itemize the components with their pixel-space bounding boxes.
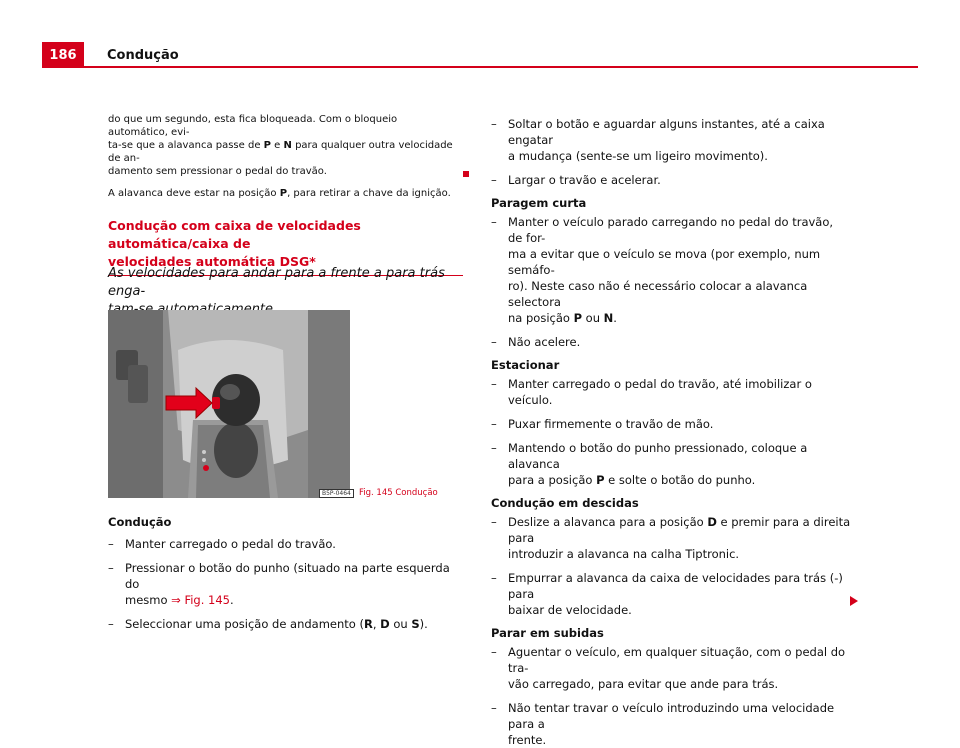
list-item: – Pressionar o botão do punho (situado na parte esquerda do mesmo ⇒ Fig. 145. xyxy=(108,561,450,607)
list-item: – Deslize a alavanca para a posição D e premir para a direita para introduzir a alavanca na calha Tiptronic. xyxy=(491,515,851,561)
list-item: – Manter carregado o pedal do travão, até imobilizar o veículo. xyxy=(491,377,812,407)
section-heading: Paragem curta xyxy=(491,196,587,210)
end-marker-icon xyxy=(463,171,469,177)
figure-reference-link[interactable]: ⇒ Fig. 145 xyxy=(171,593,230,607)
right-column xyxy=(491,116,851,748)
left-intro xyxy=(108,113,458,200)
left-procedure xyxy=(108,515,463,632)
section-heading: Parar em subidas xyxy=(491,626,604,640)
intro-paragraph: do que um segundo, esta fica bloqueada. Com o bloqueio automático, evi- ta-se que a alavanca passe de P e N para qualquer outra velocidade de an- damento sem pressionar o pedal do travão. xyxy=(108,114,453,177)
key-paragraph: A alavanca deve estar na posição P, para retirar a chave da ignição. xyxy=(108,188,451,199)
figure-gear-lever xyxy=(108,310,350,498)
list-item: – Largar o travão e acelerar. xyxy=(491,173,661,187)
figure-tag: B5P-0464 xyxy=(319,489,354,498)
page-number: 186 xyxy=(42,42,84,68)
list-item: – Não acelere. xyxy=(491,335,581,349)
list-item: – Puxar firmemente o travão de mão. xyxy=(491,417,714,431)
page-title: Condução xyxy=(107,48,179,63)
list-item: – Manter carregado o pedal do travão. xyxy=(108,537,336,551)
list-item: – Aguentar o veículo, em qualquer situação, com o pedal do tra- vão carregado, para evitar que ande para trás. xyxy=(491,645,846,691)
gear-lever-illustration xyxy=(108,310,350,498)
list-item: – Não tentar travar o veículo introduzindo uma velocidade para a frente. xyxy=(491,701,835,747)
continue-arrow-icon xyxy=(850,596,858,606)
list-item: – Mantendo o botão do punho pressionado, coloque a alavanca para a posição P e solte o botão do punho. xyxy=(491,441,808,487)
header-rule xyxy=(84,66,918,68)
procedure-heading: Condução xyxy=(108,515,172,529)
list-item: – Seleccionar uma posição de andamento (R, D ou S). xyxy=(108,617,428,631)
section-heading: Estacionar xyxy=(491,358,560,372)
list-item: – Soltar o botão e aguardar alguns instantes, até a caixa engatar a mudança (sente-se um ligeiro movimento). xyxy=(491,117,825,163)
list-item: – Manter o veículo parado carregando no pedal do travão, de for- ma a evitar que o veículo se mova (por exemplo, num semáfo- ro). Neste caso não é necessário colocar a alavanca selectora na posição P ou N. xyxy=(491,215,834,325)
list-item: – Empurrar a alavanca da caixa de velocidades para trás (-) para baixar de velocidade. xyxy=(491,571,843,617)
section-heading: Condução em descidas xyxy=(491,496,639,510)
figure-caption: Fig. 145 Condução xyxy=(359,488,438,498)
section-title: Condução com caixa de velocidades automática/caixa de velocidades automática DSG* xyxy=(108,218,361,269)
lead-text: As velocidades para andar para a frente a para trás enga- xyxy=(108,266,445,299)
